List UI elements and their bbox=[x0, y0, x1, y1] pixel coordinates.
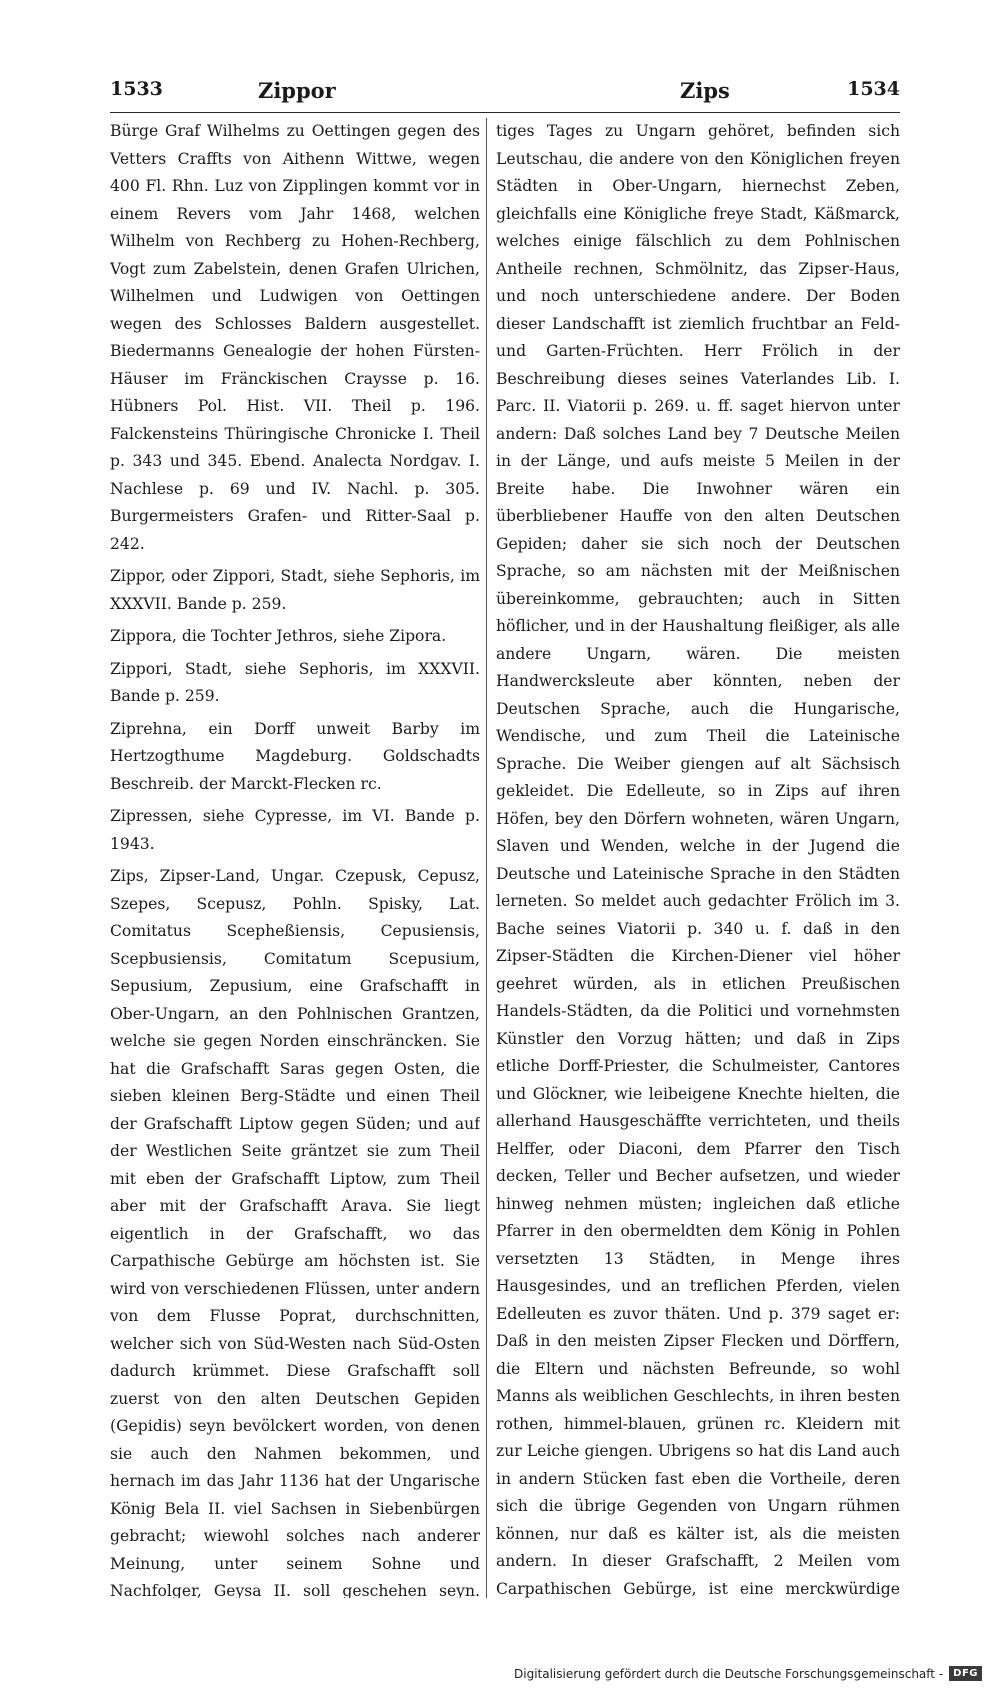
entry-zippor: Zippor, oder Zippori, Stadt, siehe Sephoris, im XXXVII. Bande p. 259. bbox=[110, 567, 480, 613]
entry-zippori: Zippori, Stadt, siehe Sephoris, im XXXVII. Bande p. 259. bbox=[110, 659, 480, 705]
digitization-credit bbox=[514, 1666, 982, 1681]
right-running-head: Zips bbox=[680, 78, 730, 103]
entry-zips: Zips, Zipser-Land, Ungar. Czepusk, Cepusz, Szepes, Scepusz, Pohln. Spisky, Lat. Comitatus Scepheßiensis, Cepusiensis, Scepbusiensis, Comitatum Scepusium, Sepusium, Zepusium, eine Grafschafft in Ober-Ungarn, an den Pohlnischen Grantzen, welche sie gegen Norden einschräncken. Sie hat die Grafschafft Saras gegen Osten, die sieben kleinen Berg-Städte und einen Theil der Grafschafft Liptow gegen Süden; und auf der Westlichen Seite gräntzet sie zum Theil mit eben der Grafschafft Liptow, zum Theil aber mit der Grafschafft Arava. Sie liegt eigentlich in der Grafschafft, wo das Carpathische Gebürge am höchsten ist. Sie wird von verschiedenen Flüssen, unter andern von dem Flusse Poprat, durchschnitten, welcher sich von Süd-Westen nach Süd-Osten dadurch krümmet. Diese Grafschafft soll zuerst von den alten Deutschen Gepiden (Gepidis) seyn bevölckert worden, von denen sie auch den Nahmen bekommen, und hernach im das Jahr 1136 hat der Ungarische König Bela II. viel Sachsen in Siebenbürgen gebracht; wiewohl solches nach anderer Meinung, unter seinem Sohne und Nachfolger, Geysa II. soll geschehen seyn. bbox=[110, 867, 480, 1598]
right-page-number: 1534 bbox=[847, 78, 900, 100]
entry-ziprehna: Ziprehna, ein Dorff unweit Barby im Hertzogthume Magdeburg. Goldschadts Beschreib. der Marckt-Flecken rc. bbox=[110, 719, 480, 793]
entry-zipressen: Zipressen, siehe Cypresse, im VI. Bande p. 1943. bbox=[110, 807, 480, 853]
right-paragraph-continuation: tiges Tages zu Ungarn gehöret, befinden sich Leutschau, die andere von den Königlichen freyen Städten in Ober-Ungarn, hiernechst Zeben, gleichfalls eine Königliche freye Stadt, Käßmarck, welches einige fälschlich zu dem Pohlnischen Antheile rechnen, Schmölnitz, das Zipser-Haus, und noch unterschiedene andere. Der Boden dieser Landschafft ist ziemlich fruchtbar an Feld- und Garten-Früchten. Herr Frölich in der Beschreibung dieses seines Vaterlandes Lib. I. Parc. II. Viatorii p. 269. u. ff. saget hiervon unter andern: Daß solches Land bey 7 Deutsche Meilen in der Länge, und aufs meiste 5 Meilen in der Breite habe. Die Inwohner wären ein überbliebener Hauffe von den alten Deutschen Gepiden; daher sie sich noch der Deutschen Sprache, so am nächsten mit der Meißnischen übereinkomme, gebrauchten; auch in Sitten höflicher, und in der Haushaltung fleißiger, als alle andere Ungarn, wären. Die meisten Handwercksleute aber könnten, neben der Deutschen Sprache, auch die Hungarische, Wendische, und zum Theil die Lateinische Sprache. Die Weiber giengen auf alt Sächsisch gekleidet. Die Edelleute, so in Zips auf ihren Höfen, bey den Dörfern wohneten, wären Ungarn, Slaven und Wenden, welche in der Jugend die Deutsche und Lateinische Sprache in den Städten lerneten. So meldet auch gedachter Frölich im 3. Bache seines Viatorii p. 340 u. f. daß in den Zipser-Städten die Kirchen-Diener viel höher geehret würden, als in etlichen Preußischen Handels-Städten, da die Politici und vornehmsten Künstler den Vorzug hätten; und daß in Zips etliche Dorff-Priester, die Schulmeister, Cantores und Glöckner, wie leibeigene Knechte hielten, die allerhand Hausgeschäffte verrichteten, und theils Helffer, oder Diaconi, dem Pfarrer den Tisch decken, Teller und Becher aufsetzen, und wieder hinweg nehmen müsten; ingleichen daß etliche Pfarrer in den obermeldten dem König in Pohlen versetzten 13 Städten, in Menge ihres Hausgesindes, und an treflichen Pferden, vielen Edelleuten es zuvor thäten. Und p. 379 saget er: Daß in den meisten Zipser Flecken und Dörffern, die Eltern und nächsten Befreunde, so wohl Manns als weiblichen Geschlechts, in ihren besten rothen, himmel-blauen, grünen rc. Kleidern mit zur Leiche giengen. Ubrigens so hat dis Land auch in andern Stücken fast eben die Vortheile, deren sich die übrige Gegenden von Ungarn rühmen können, nur daß es kälter ist, als die meisten andern. In dieser Grafschafft, 2 Meilen vom Carpathischen Gebürge, ist eine merckwürdige bbox=[496, 122, 900, 1598]
entry-zippora: Zippora, die Tochter Jethros, siehe Zipora. bbox=[110, 627, 447, 645]
credit-text: Digitalisierung gefördert durch die Deutsche Forschungsgemeinschaft - bbox=[514, 1666, 944, 1681]
column-divider bbox=[486, 118, 487, 1598]
left-paragraph-continuation: Bürge Graf Wilhelms zu Oettingen gegen des Vetters Craffts von Aithenn Wittwe, wegen 400 Fl. Rhn. Luz von Zipplingen kommt vor in einem Revers vom Jahr 1468, welchen Wilhelm von Rechberg zu Hohen-Rechberg, Vogt zum Zabelstein, denen Grafen Ulrichen, Wilhelmen und Ludwigen von Oettingen wegen des Schlosses Baldern ausgestellet. Biedermanns Genealogie der hohen Fürsten-Häuser im Fränckischen Craysse p. 16. Hübners Pol. Hist. VII. Theil p. 196. Falckensteins Thüringische Chronicke I. Theil p. 343 und 345. Ebend. Analecta Nordgav. I. Nachlese p. 69 und IV. Nachl. p. 305. Burgermeisters Grafen- und Ritter-Saal p. 242. bbox=[110, 122, 480, 553]
left-page-number: 1533 bbox=[110, 78, 163, 100]
right-column bbox=[496, 118, 900, 1598]
header-rule bbox=[110, 112, 900, 113]
left-running-head: Zippor bbox=[258, 78, 336, 103]
page-header bbox=[110, 78, 900, 108]
left-column bbox=[110, 118, 480, 1598]
dfg-logo: DFG bbox=[949, 1666, 982, 1681]
